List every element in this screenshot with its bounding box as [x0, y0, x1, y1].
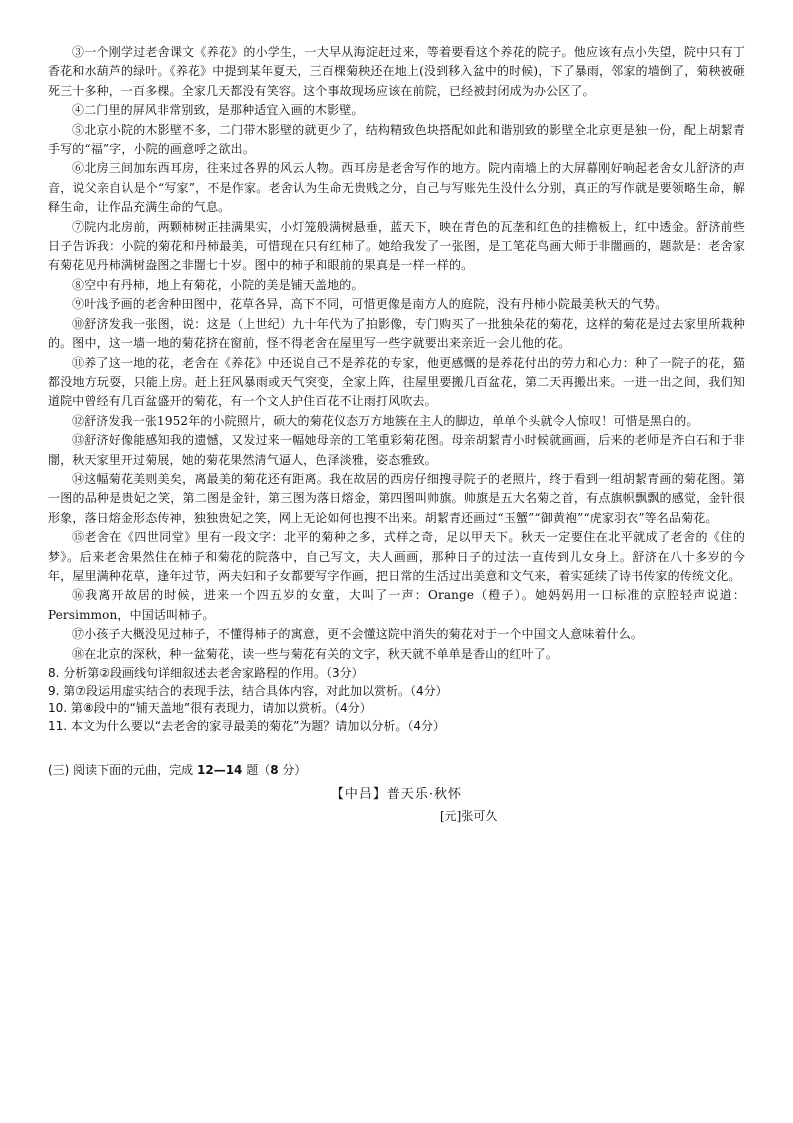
section-suffix: 题（	[242, 763, 271, 777]
section-end: 分）	[278, 763, 307, 777]
paragraph-9: ⑨叶浅予画的老舍种田图中，花草各异，高下不同，可惜更像是南方人的庭院，没有丹柿小院最美秋天的气势。	[72, 297, 668, 312]
paragraph-8: ⑧空中有丹柿，地上有菊花，小院的美是铺天盖地的。	[72, 277, 364, 292]
page-content	[48, 43, 745, 825]
paragraph-17: ⑰小孩子大概没见过柿子，不懂得柿子的寓意，更不会懂这院中消失的菊花对于一个中国文人意味着什么。	[72, 627, 644, 642]
paragraph-12: ⑫舒济发我一张1952年的小院照片，硕大的菊花仪态万方地簇在主人的脚边，单单个头就令人惊叹！可惜是黑白的。	[72, 413, 699, 428]
paragraph-13: ⑬舒济好像能感知我的遗憾，又发过来一幅她母亲的工笔重彩菊花图。母亲胡絜青小时候就画画，后来的老师是齐白石和于非闇，秋天家里开过菊展，她的菊花果然清气逼人，色泽淡雅，姿态雅致。	[48, 433, 745, 467]
question-8: 8. 分析第②段画线句详细叙述去老舍家路程的作用。（3分）	[48, 666, 364, 680]
paragraph-18: ⑱在北京的深秋，种一盆菊花，读一些与菊花有关的文字，秋天就不单单是香山的红叶了。	[72, 646, 559, 661]
section-heading	[48, 761, 745, 779]
paragraph-10: ⑩舒济发我一张图，说：这是（上世纪）九十年代为了拍影像，专门购买了一批独朵花的菊花，这样的菊花是过去家里所栽种的。图中，这一墙一地的菊花挤在窗前，怪不得老舍在屋里写一些字就要出来亲近一会儿他的花。	[48, 316, 745, 351]
section-range: 12—14	[197, 763, 243, 777]
reading-passage	[48, 43, 745, 664]
paragraph-7: ⑦院内北房前，两颗柿树正挂满果实，小灯笼般满树悬垂，蓝天下，映在青色的瓦垄和红色的挂檐板上，红中透金。舒济前些日子告诉我：小院的菊花和丹柿最美，可惜现在只有红柿了。她给我发了一张图，是工笔花鸟画大师于非闇画的，题款是：老舍家有菊花见丹柿满树盎图之非闇七十岁。图中的柿子和眼前的果真是一样一样的。	[48, 219, 745, 273]
paragraph-15: ⑮老舍在《四世同堂》里有一段文字：北平的菊种之多，式样之奇，足以甲天下。秋天一定要住在北平就成了老舍的《住的梦》。后来老舍果然住在柿子和菊花的院落中，自己写文，夫人画画，那种日子的过法一直传到儿女身上。舒济在八十多岁的今年，屋里满种花草，逢年过节，两夫妇和子女都要写字作画，把日常的生活过出美意和文气来，着实延续了诗书传家的传统文化。	[48, 530, 745, 583]
question-9: 9. 第⑦段运用虚实结合的表现手法，结合具体内容，对此加以赏析。（4分）	[48, 683, 448, 698]
question-11: 11. 本文为什么要以“去老舍的家寻最美的菊花”为题？请加以分析。（4分）	[48, 718, 445, 733]
section-prefix: (三) 阅读下面的元曲，完成	[48, 763, 197, 777]
paragraph-3: ③一个刚学过老舍课文《养花》的小学生，一大早从海淀赶过来，等着要看这个养花的院子。他应该有点小失望，院中只有丁香花和水葫芦的绿叶。《养花》中提到某年夏天，三百棵菊秧还在地上(没到移入盆中的时候)，下了暴雨，邻家的墙倒了，菊秧被砸死三十多种，一百多棵。全家几天都没有笑容。这个事故现场应该在前院，已经被封闭成为办公区了。	[48, 45, 745, 98]
paragraph-16: ⑯我离开故居的时候，进来一个四五岁的女童，大叫了一声：Orange（橙子）。她妈妈用一口标准的京腔轻声说道：Persimmon，中国话叫柿子。	[48, 588, 745, 622]
poem-title: 【中吕】普天乐·秋怀	[330, 787, 463, 802]
question-list	[48, 665, 745, 735]
paragraph-4: ④二门里的屏风非常别致，是那种适宜入画的木影壁。	[72, 103, 364, 118]
paragraph-5: ⑤北京小院的木影壁不多，二门带木影壁的就更少了，结构精致色块搭配如此和谐别致的影壁全北京更是独一份，配上胡絜青手写的“福”字，小院的画意呼之欲出。	[48, 122, 745, 157]
paragraph-14: ⑭这幅菊花美则美矣，离最美的菊花还有距离。我在故居的西房仔细搜寻院子的老照片，终于看到一组胡絜青画的菊花图。第一图的品种是贵妃之笑，第二图是金针，第三图为落日熔金，第四图叫帅旗。帅旗是五大名菊之首，有点旗帜飘飘的感觉，金针很形象，落日熔金形态传神，独独贵妃之笑，网上无论如何也搜不出来。胡絜青还画过“玉蟹”“御黄袍”“虎家羽衣”等名品菊花。	[48, 471, 745, 525]
section-points: 8	[270, 763, 279, 777]
question-10: 10. 第⑧段中的“铺天盖地”很有表现力，请加以赏析。（4分）	[48, 701, 372, 715]
paragraph-6: ⑥北房三间加东西耳房，往来过各界的风云人物。西耳房是老舍写作的地方。院内南墙上的大屏幕刚好响起老舍女儿舒济的声音，说父亲自认是个“写家”，不是作家。老舍认为生命无贵贱之分，自己与写账先生没什么分别，真正的写作就是要领略生命，解释生命，让作品充满生命的气息。	[48, 161, 745, 215]
poem-author: [元]张可久	[440, 809, 498, 823]
paragraph-11: ⑪养了这一地的花，老舍在《养花》中还说自己不是养花的专家，他更感慨的是养花付出的劳力和心力：种了一院子的花，猫都没地方玩耍，只能上房。赶上狂风暴雨或天气突变，全家上阵，往屋里要搬几百盆花，第二天再搬出来。一进一出之间，我们知道院中曾经有几百盆盛开的菊花，有一个文人护住百花不让雨打风吹去。	[48, 355, 745, 409]
